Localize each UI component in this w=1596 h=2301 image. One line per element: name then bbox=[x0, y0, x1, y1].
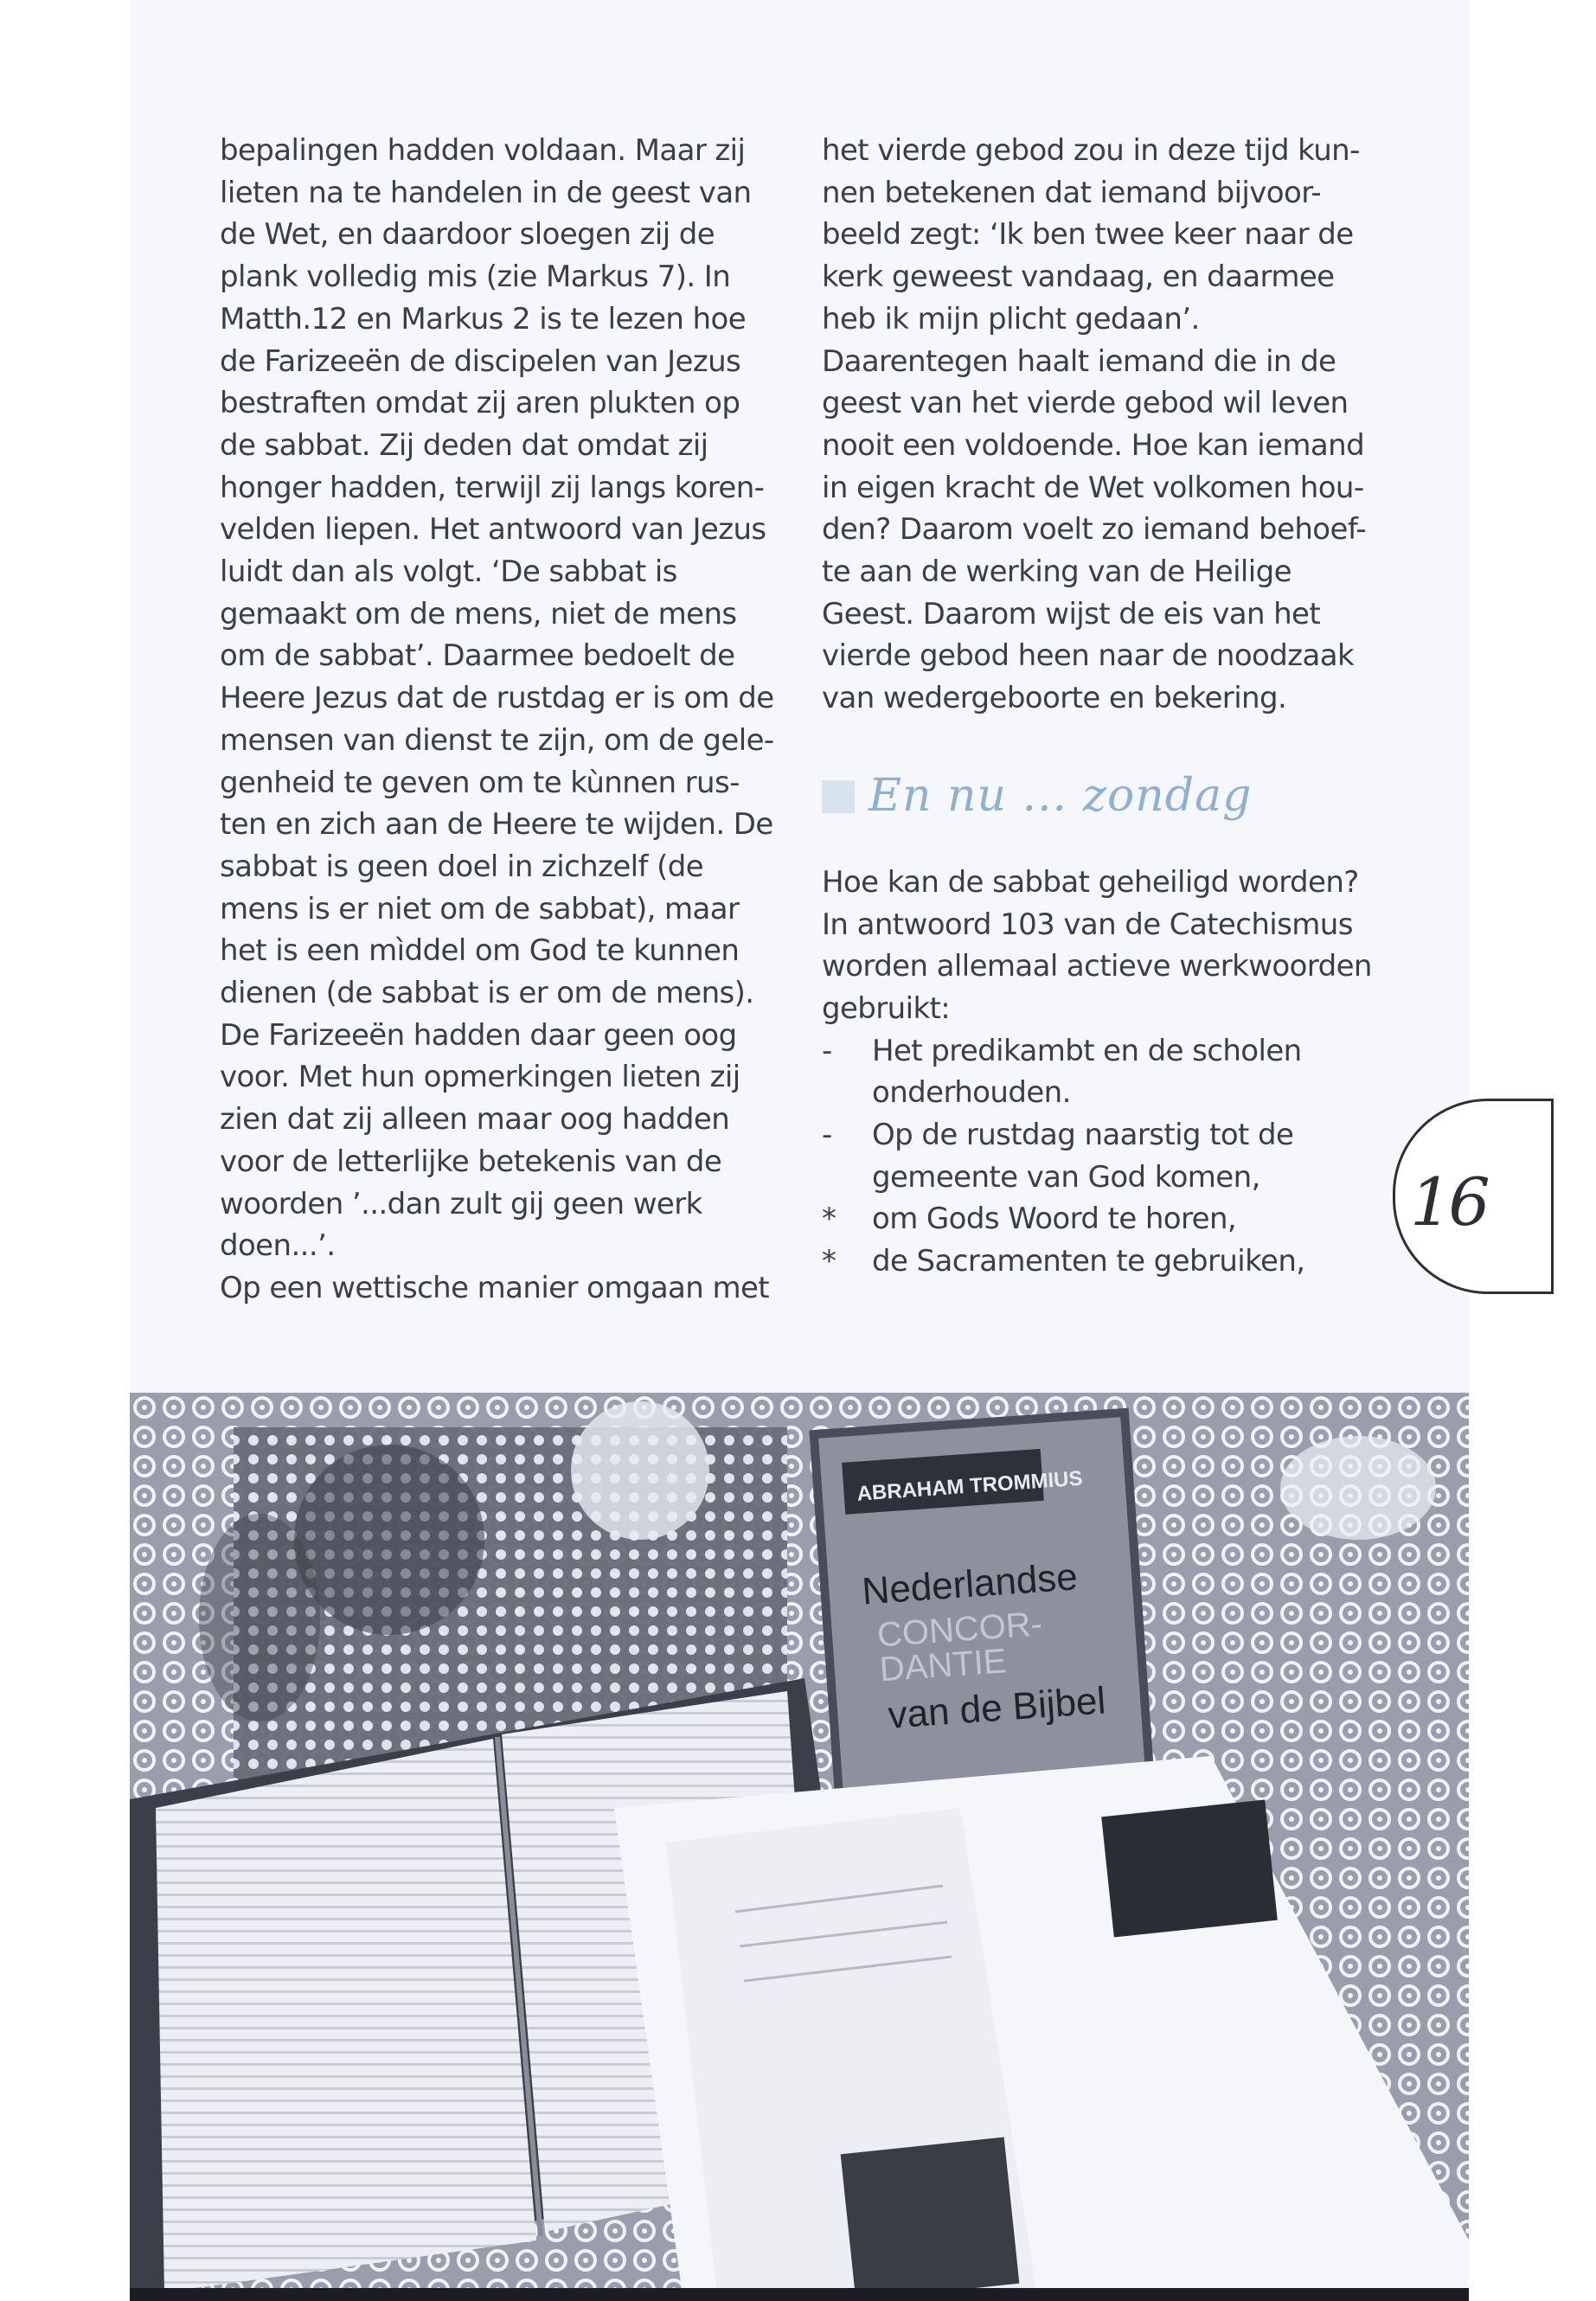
lace-flower bbox=[571, 1401, 709, 1540]
text-line: de Wet, en daardoor sloegen zij de bbox=[220, 217, 715, 253]
text-line: Daarentegen haalt iemand die in de bbox=[822, 343, 1336, 379]
text-line: Heere Jezus dat de rustdag er is om de bbox=[220, 681, 774, 716]
section-list bbox=[822, 1030, 1427, 1283]
book-title-line-3: DANTIE bbox=[878, 1642, 1008, 1689]
text-line: woorden ’...dan zult gij geen werk bbox=[220, 1186, 702, 1221]
list-item-text: onderhouden. bbox=[872, 1075, 1071, 1111]
list-marker: * bbox=[822, 1244, 836, 1279]
right-paragraph bbox=[822, 130, 1427, 720]
text-line: het is een mìddel om God te kunnen bbox=[220, 933, 740, 969]
intro-line: Hoe kan de sabbat geheiligd worden? bbox=[822, 864, 1359, 900]
concordance-book bbox=[809, 1408, 1154, 1802]
text-line: Matth.12 en Markus 2 is te lezen hoe bbox=[220, 301, 747, 336]
list-marker bbox=[822, 1072, 872, 1114]
text-line: den? Daarom voelt zo iemand behoef- bbox=[822, 512, 1367, 548]
list-item bbox=[822, 1157, 1427, 1199]
text-line: plank volledig mis (zie Markus 7). In bbox=[220, 260, 731, 295]
text-line: voor. Met hun opmerkingen lieten zij bbox=[220, 1060, 740, 1095]
photo-bottom-shadow bbox=[130, 2288, 1469, 2301]
text-line: vierde gebod heen naar de noodzaak bbox=[822, 638, 1355, 674]
text-line: van wedergeboorte en bekering. bbox=[822, 681, 1287, 716]
list-marker: * bbox=[822, 1202, 836, 1237]
text-line: beeld zegt: ‘Ik ben twee keer naar de bbox=[822, 217, 1354, 253]
book-author: ABRAHAM TROMMIUS bbox=[856, 1466, 1084, 1506]
list-item-text: de Sacramenten te gebruiken, bbox=[872, 1244, 1305, 1279]
intro-line: gebruikt: bbox=[822, 990, 951, 1026]
text-line: doen...’. bbox=[220, 1228, 336, 1264]
text-line: om de sabbat’. Daarmee bedoelt de bbox=[220, 638, 735, 674]
text-line: nooit een voldoende. Hoe kan iemand bbox=[822, 427, 1365, 463]
text-line: velden liepen. Het antwoord van Jezus bbox=[220, 512, 766, 548]
list-item-text: Het predikambt en de scholen bbox=[872, 1033, 1302, 1068]
intro-line: In antwoord 103 van de Catechismus bbox=[822, 907, 1353, 942]
book-title-line-4: van de Bijbel bbox=[886, 1679, 1107, 1737]
page-number: 16 bbox=[1410, 1163, 1487, 1240]
section-heading-text: En nu ... zondag bbox=[869, 770, 1253, 823]
text-line: voor de letterlijke betekenis van de bbox=[220, 1144, 722, 1179]
text-line: honger hadden, terwijl zij langs koren- bbox=[220, 470, 765, 505]
text-line: bestraften omdat zij aren plukten op bbox=[220, 386, 740, 421]
text-line: ten en zich aan de Heere te wijden. De bbox=[220, 807, 773, 843]
lace-flower bbox=[199, 1514, 320, 1721]
text-line: gemaakt om de mens, niet de mens bbox=[220, 596, 737, 631]
text-line: te aan de werking van de Heilige bbox=[822, 554, 1292, 590]
intro-line: worden allemaal actieve werkwoorden bbox=[822, 949, 1372, 984]
text-line: luidt dan als volgt. ‘De sabbat is bbox=[220, 554, 677, 590]
text-line: het vierde gebod zou in deze tijd kun- bbox=[822, 133, 1360, 168]
section-intro bbox=[822, 862, 1427, 1030]
text-line: De Farizeeën hadden daar geen oog bbox=[220, 1017, 737, 1053]
photo-bible-and-concordance bbox=[130, 1393, 1469, 2301]
list-item-text: gemeente van God komen, bbox=[872, 1159, 1260, 1195]
list-item-text: om Gods Woord te horen, bbox=[872, 1202, 1237, 1237]
text-line: heb ik mijn plicht gedaan’. bbox=[822, 301, 1200, 336]
text-line: mensen van dienst te zijn, om de gele- bbox=[220, 722, 774, 758]
text-line: de sabbat. Zij deden dat omdat zij bbox=[220, 427, 708, 463]
text-line: lieten na te handelen in de geest van bbox=[220, 175, 752, 210]
list-item bbox=[822, 1030, 1427, 1073]
text-line: sabbat is geen doel in zichzelf (de bbox=[220, 849, 704, 884]
photo-illustration bbox=[130, 1393, 1469, 2301]
list-marker bbox=[822, 1157, 872, 1199]
text-line: de Farizeeën de discipelen van Jezus bbox=[220, 343, 741, 379]
section-heading bbox=[822, 749, 1427, 844]
list-item-text: Op de rustdag naarstig tot de bbox=[872, 1118, 1294, 1153]
text-line: mens is er niet om de sabbat), maar bbox=[220, 891, 740, 926]
list-marker: - bbox=[822, 1033, 832, 1068]
list-item bbox=[822, 1114, 1427, 1157]
right-text-column bbox=[822, 130, 1427, 1283]
text-line: genheid te geven om te kùnnen rus- bbox=[220, 765, 740, 800]
list-item bbox=[822, 1198, 1427, 1240]
list-item bbox=[822, 1072, 1427, 1114]
text-line: dienen (de sabbat is er om de mens). bbox=[220, 976, 754, 1011]
list-item bbox=[822, 1240, 1427, 1283]
book-title-line-2: CONCOR- bbox=[875, 1605, 1044, 1655]
text-line: in eigen kracht de Wet volkomen hou- bbox=[822, 470, 1364, 505]
text-line: geest van het vierde gebod wil leven bbox=[822, 386, 1349, 421]
list-marker: - bbox=[822, 1118, 832, 1153]
book-title-line-1: Nederlandse bbox=[860, 1555, 1080, 1613]
text-line: nen betekenen dat iemand bijvoor- bbox=[822, 175, 1322, 210]
text-line: Op een wettische manier omgaan met bbox=[220, 1270, 770, 1305]
text-line: zien dat zij alleen maar oog hadden bbox=[220, 1102, 730, 1138]
left-text-column bbox=[220, 130, 773, 1310]
heading-square-icon bbox=[822, 780, 855, 813]
lace-flower bbox=[294, 1445, 484, 1635]
text-line: kerk geweest vandaag, en daarmee bbox=[822, 260, 1335, 295]
text-line: bepalingen hadden voldaan. Maar zij bbox=[220, 133, 746, 168]
text-line: Geest. Daarom wijst de eis van het bbox=[822, 596, 1321, 631]
lace-flower bbox=[1280, 1436, 1436, 1540]
